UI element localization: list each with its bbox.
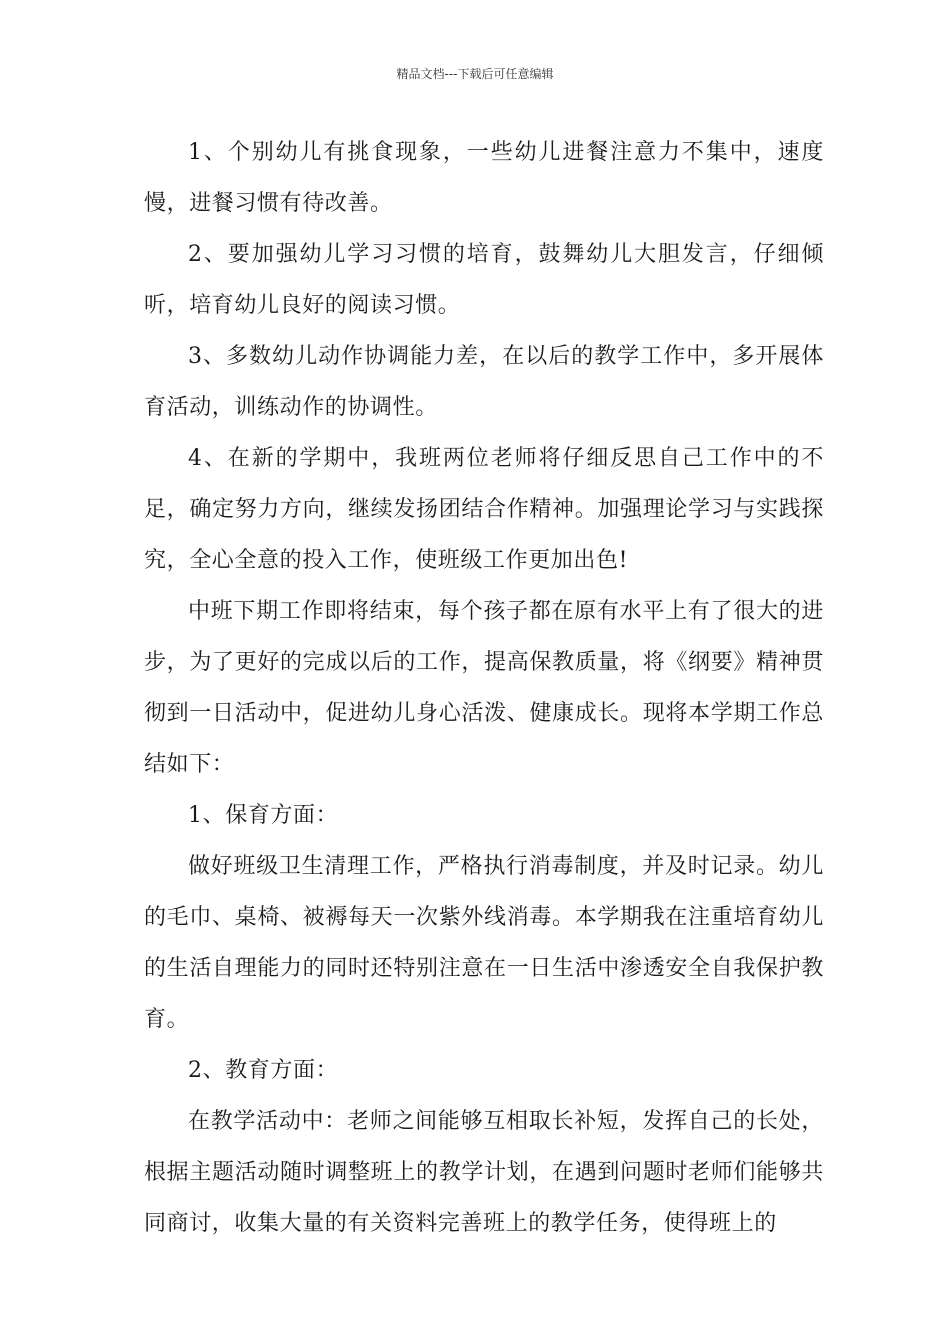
paragraph-9: 在教学活动中：老师之间能够互相取长补短，发挥自己的长处，根据主题活动随时调整班上的教学计划，在遇到问题时老师们能够共同商讨，收集大量的有关资料完善班上的教学任务，使得班上的 [144,1109,824,1236]
section-heading-care: 1、保育方面： [188,803,339,828]
section-heading-education: 2、教育方面： [188,1058,339,1083]
paragraph-3: 3、多数幼儿动作协调能力差，在以后的教学工作中，多开展体育活动，训练动作的协调性。 [144,344,824,420]
page-header: 精品文档---下载后可任意编辑 [396,67,554,81]
document-body [144,127,824,1249]
paragraph-4: 4、在新的学期中，我班两位老师将仔细反思自己工作中的不足，确定努力方向，继续发扬团结合作精神。加强理论学习与实践探究，全心全意的投入工作，使班级工作更加出色! [144,446,824,573]
paragraph-1: 1、个别幼儿有挑食现象，一些幼儿进餐注意力不集中，速度慢，进餐习惯有待改善。 [144,140,824,216]
paragraph-7: 做好班级卫生清理工作，严格执行消毒制度，并及时记录。幼儿的毛巾、桌椅、被褥每天一次紫外线消毒。本学期我在注重培育幼儿的生活自理能力的同时还特别注意在一日生活中渗透安全自我保护教育。 [144,854,824,1032]
paragraph-2: 2、要加强幼儿学习习惯的培育，鼓舞幼儿大胆发言，仔细倾听，培育幼儿良好的阅读习惯。 [144,242,824,318]
paragraph-5: 中班下期工作即将结束，每个孩子都在原有水平上有了很大的进步，为了更好的完成以后的工作，提高保教质量，将《纲要》精神贯彻到一日活动中，促进幼儿身心活泼、健康成长。现将本学期工作总结如下： [144,599,824,777]
